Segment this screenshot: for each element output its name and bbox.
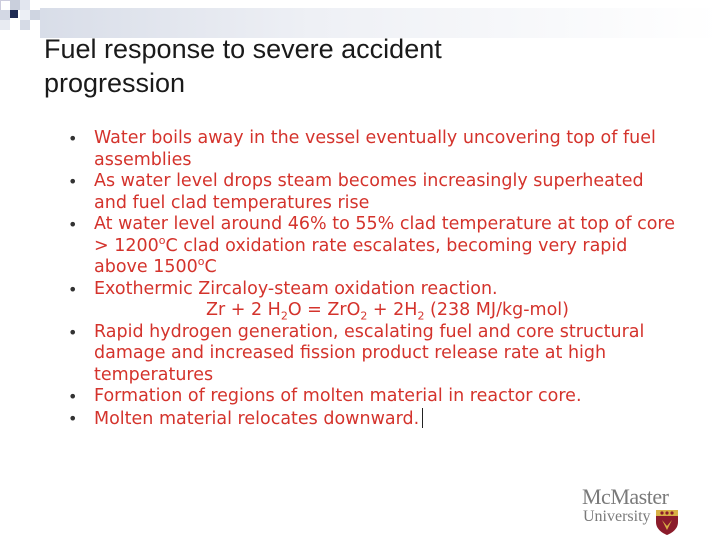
mcmaster-logo [582, 484, 692, 540]
bullet-dot: • [68, 387, 78, 406]
bullet-dot: • [68, 129, 78, 148]
bullet-text-part: C clad oxidation rate escalates, becoming very rapid above 1500 [94, 235, 628, 277]
bullet-item [68, 171, 678, 214]
bullet-text: Formation of regions of molten material in reactor core. [94, 386, 582, 406]
equation-part: (238 MJ/kg-mol) [424, 300, 569, 320]
bullet-item [68, 214, 678, 279]
equation-part: Zr + 2 H [206, 300, 281, 320]
logo-wordmark: McMaster [582, 484, 669, 509]
decor-square [0, 20, 10, 30]
bullet-text-part: At water level around 46% to 55% clad temperature at top of core > 1200 [94, 214, 675, 256]
decor-square [30, 10, 40, 20]
bullet-text [94, 214, 675, 277]
bullet-dot: • [68, 279, 78, 299]
degree-superscript: o [158, 233, 166, 247]
equation-subscript: 2 [360, 309, 368, 323]
degree-superscript: o [197, 255, 205, 269]
bullet-item [68, 279, 678, 301]
bullet-list [68, 128, 678, 430]
bullet-item [68, 408, 678, 431]
shield-icon [654, 508, 680, 536]
bullet-text: Water boils away in the vessel eventually uncovering top of fuel assemblies [94, 128, 656, 170]
decor-square [20, 10, 30, 20]
bullet-dot: • [68, 215, 78, 234]
decor-square [10, 0, 20, 10]
bullet-dot: • [68, 172, 78, 191]
bullet-text: Rapid hydrogen generation, escalating fuel and core structural damage and increased fission product release rate at high temperatures [94, 321, 645, 385]
text-cursor [422, 408, 423, 428]
bullet-item [68, 386, 678, 408]
decor-square [20, 20, 30, 30]
bullet-dot: • [68, 322, 78, 342]
decor-square [20, 0, 30, 10]
logo-subtitle: University [583, 508, 651, 525]
bullet-text: As water level drops steam becomes increasingly superheated and fuel clad temperatures rise [94, 171, 644, 213]
bullet-dot: • [68, 408, 78, 428]
bullet-item [68, 128, 678, 171]
equation-part: O = ZrO [287, 300, 361, 320]
decor-square [10, 10, 18, 18]
equation-subscript: 2 [280, 309, 288, 323]
bullet-item [68, 322, 678, 387]
equation-line [68, 300, 678, 322]
equation-subscript: 2 [417, 309, 425, 323]
bullet-text: Molten material relocates downward. [94, 408, 420, 429]
bullet-text-part: C [204, 257, 217, 277]
equation-part: + 2H [367, 300, 418, 320]
decor-square [0, 10, 10, 20]
slide-title: Fuel response to severe accident progression [44, 34, 442, 98]
bullet-text: Exothermic Zircaloy-steam oxidation reaction. [94, 278, 498, 299]
